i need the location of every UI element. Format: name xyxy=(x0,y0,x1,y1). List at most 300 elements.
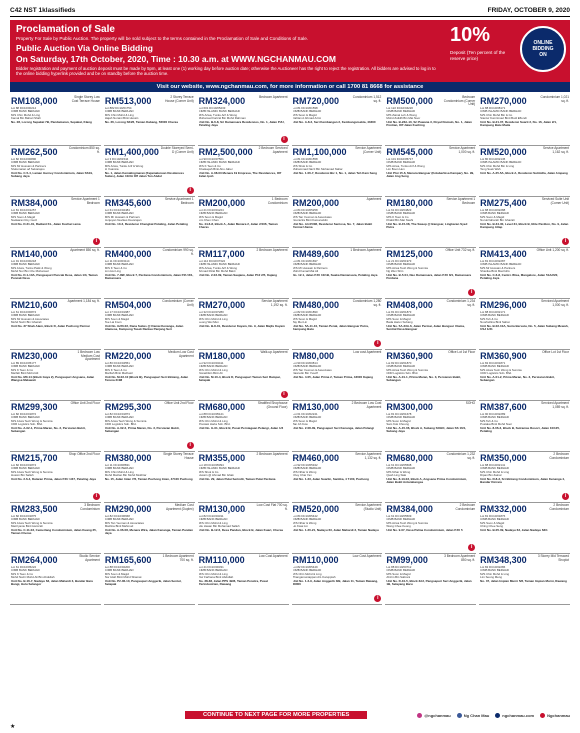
property-address: Unit No. R-8-3, Sri Bintang Condominium, Jalan Kenanga 4, Bandar Kinrara xyxy=(480,477,565,485)
social-website[interactable] xyxy=(495,713,534,718)
listing-card[interactable] xyxy=(10,299,101,350)
listing-details xyxy=(11,362,100,375)
property-address: Unit No. B-15-08, The Sweep @ Bangsar, Lingkaran Syed Putra xyxy=(386,222,468,230)
solicitor: M/S Chin Mohd & Ling xyxy=(198,368,228,372)
listing-card[interactable] xyxy=(104,452,195,503)
property-address: Unit No. A-01-1, Prima Maran, No. 3, Persiaran Bukit, Sebangan xyxy=(386,375,461,383)
listing-card[interactable] xyxy=(104,554,195,605)
borrower: Hussin @ Ahmad Bin Ishak xyxy=(198,473,234,477)
property-type: 2 Bedroom Condominium xyxy=(455,503,476,511)
assignee: CIMB BANK BERHAD xyxy=(11,467,40,471)
listing-card[interactable] xyxy=(104,350,195,401)
assignee: CIMB BANK BERHAD xyxy=(11,263,40,267)
solicitor: M/S Chin Mohd & Ling xyxy=(198,317,228,321)
info-icon[interactable]: i xyxy=(281,391,288,398)
listing-card[interactable] xyxy=(479,146,570,197)
info-icon[interactable]: i xyxy=(374,340,381,347)
lot-number: Lot 17 DC10/01987 xyxy=(104,311,130,314)
borrower: Nasrudin Bin Yusoff xyxy=(292,371,318,375)
listing-details xyxy=(480,515,569,528)
assignee: CIMB BANK BERHAD xyxy=(11,569,40,573)
lot-number: Lot 82 DC10/01874 xyxy=(11,464,37,467)
listing-price: RM332,000 xyxy=(480,504,527,514)
lot-number: Lot 88 DC10/00712 xyxy=(386,566,412,569)
property-address: Unit No. A-15-06, Block A, Subang SOHO, Jalan SS 16/1, Subang Jaya xyxy=(386,426,467,434)
listing-price: RM270,000 xyxy=(480,96,527,106)
solicitor: M/S Mr Hussain & Associates xyxy=(11,317,49,321)
listing-price: RM324,000 xyxy=(198,96,246,106)
property-address: No. 26, Lorong SK26, Taman Kabang, 56000 Cheras xyxy=(104,120,179,124)
listing-price: RM408,000 xyxy=(386,300,433,310)
registration-note: Bidder registration and payment of auction deposit must be made by 5pm, at least one (1) working day before auction date; otherwise the Auctioneer has the right to reject the registration. All bidders are advised to log in to the online bidding hyperlink provided and be on standby before the auction time. xyxy=(16,66,436,77)
lot-number: Lot 88 DC10/02141 xyxy=(480,464,506,467)
listing-details xyxy=(293,158,382,171)
listing-card[interactable] xyxy=(479,401,570,452)
solicitor: M/S Soon & Magid xyxy=(198,215,223,219)
listing-details xyxy=(11,158,100,171)
assignee: CIMB BANK BERHAD xyxy=(386,518,416,522)
listing-price: RM345,600 xyxy=(104,198,152,208)
lot-number: Lot 88 DC10/02171 xyxy=(480,311,506,314)
lot-number: Lot 82 DC10/01870 xyxy=(386,362,412,365)
property-address: Unit No. A-08-03 Menara 19 Empresa, The Residences, Off Jalan Ipoh xyxy=(198,171,282,179)
listing-price: RM387,600 xyxy=(480,402,527,412)
borrower: Bada Harun Subang xyxy=(386,320,413,324)
listing-card[interactable] xyxy=(10,554,101,605)
lot-number: Lot 92 DC10/04411 xyxy=(198,362,224,365)
listing-card[interactable] xyxy=(479,299,570,350)
listing-price: RM140,000 xyxy=(11,249,58,259)
youtube-icon xyxy=(540,713,545,718)
assignee: CIMB BANK BERHAD xyxy=(11,365,40,369)
property-type: Service Apartment 1,192 sq. ft. xyxy=(261,299,288,307)
borrower: Marfiah Binti Marhasil xyxy=(104,371,133,375)
listing-details xyxy=(11,311,100,324)
property-address: Unit No. B-21-07, Residensi Suarti 2, No. 16, Jalan 2/1, Kampung Batu Muda xyxy=(480,120,557,128)
borrower: Noorazira Binti Kamaruddin xyxy=(292,218,328,222)
solicitor: M/S Mr Hussain & Partners xyxy=(104,215,140,219)
assignee: CIMB BANK BERHAD xyxy=(11,314,40,318)
solicitor: M/S Nihar & Wong xyxy=(292,521,317,525)
assignee: CIMB BANK BERHAD xyxy=(292,365,322,369)
listing-price: RM480,000 xyxy=(292,300,340,310)
listing-price: RM680,000 xyxy=(198,402,246,412)
assignee: CIMB BANK BERHAD xyxy=(386,110,416,114)
listing-card[interactable] xyxy=(385,554,476,605)
borrower: Mohd Nazri Mohd Ali Bin Abdullah xyxy=(11,575,55,579)
lot-number: Lot 84 DC10/05258 xyxy=(292,209,318,212)
assignee: CIMB BANK BERHAD xyxy=(292,161,322,165)
listing-details xyxy=(293,464,382,477)
solicitor: M/S Soon & Magid xyxy=(292,113,317,117)
listing-card[interactable] xyxy=(10,197,101,248)
info-icon[interactable]: i xyxy=(187,442,194,449)
borrower: Chey Chai Yan xyxy=(292,473,312,477)
listing-details xyxy=(105,311,194,324)
solicitor: M/S Azwa Teoh Wong & Sumnia xyxy=(11,521,53,525)
date-label: FRIDAY, OCTOBER 9, 2020 xyxy=(487,7,570,14)
listing-details xyxy=(105,209,194,222)
property-address: Unit No. M-02-10 (Block B), Pangsapuri Seri Bintang, Jalan Teruna 2/4M xyxy=(104,375,189,383)
listing-price: RM165,600 xyxy=(104,555,152,565)
property-address: Unit Plot 15-6, Menara Bangsar (Kolaberbisa Kampar), No. 99, Jalan Ang Seng xyxy=(386,171,475,179)
property-type: Condominium 1,512 sq. ft. xyxy=(352,95,382,103)
listings-grid xyxy=(10,95,570,707)
assignee: CIMB BANK BERHAD xyxy=(11,518,40,522)
assignee: CIMB BANK BERHAD xyxy=(386,569,416,573)
property-type: Condominium 1,234 sq. ft. xyxy=(446,299,476,307)
solicitor: M/S Chin Mohd & Ling xyxy=(198,419,228,423)
online-bidding-badge xyxy=(520,26,566,72)
listing-card[interactable] xyxy=(479,452,570,503)
property-type: 2 Bedroom Condominium xyxy=(549,503,569,511)
lot-number: Lot 90 DC10/02289 xyxy=(480,413,506,416)
solicitor: M/S Tan Yeoman & Associates xyxy=(292,215,332,219)
listing-price: RM545,000 xyxy=(386,147,433,157)
lot-number: Lot 601 DC10/05233 xyxy=(198,107,226,110)
listing-card[interactable] xyxy=(479,350,570,401)
listing-details xyxy=(480,209,569,222)
lot-number: Lot 112 DC10/07322 xyxy=(198,260,226,263)
property-type: 2 Bedroom Condominium xyxy=(549,452,569,460)
listing-details xyxy=(105,158,194,171)
assignee: CIMB BANK BERHAD xyxy=(198,212,228,216)
listing-card[interactable] xyxy=(292,299,383,350)
assignee: CIMB BANK BERHAD xyxy=(386,365,416,369)
badge-line2: BIDDING xyxy=(532,46,554,52)
lot-number: Lot 90 DC10/00814 xyxy=(292,362,318,365)
assignee: CIMB BANK BERHAD xyxy=(480,569,509,573)
assignee: CIMB BANK BERHAD xyxy=(198,365,228,369)
property-type: Walk-up Apartment xyxy=(260,350,288,354)
borrower: LI Xuanxia xyxy=(104,167,119,171)
property-type: Low cost Apartment xyxy=(353,350,382,354)
property-type: 3 Storey Mid Terraced Shoplot xyxy=(537,554,569,562)
lot-number: Lot 11 DC10/03114 xyxy=(104,260,130,263)
visit-website-bar[interactable]: Visit our website, www.ngchanmau.com, for more information or call 1700 81 8668 for assistance xyxy=(10,82,570,92)
listing-details xyxy=(386,209,475,222)
property-address: Unit No. P2-06-10, Pangsapuri Anggerik, Jalan Sentul, Setapak xyxy=(104,579,182,587)
listing-details xyxy=(199,515,288,528)
listing-card[interactable] xyxy=(198,146,289,197)
property-address: Unit No. A-06-08, Menara Wira, Jalan Kenanga, Taman Pandan Jaya xyxy=(104,528,193,536)
social-facebook-label: Ng Chan Mau xyxy=(463,712,490,718)
solicitor: M/S K Teen & Co xyxy=(11,572,34,576)
listing-card[interactable] xyxy=(198,350,289,401)
listing-price: RM80,000 xyxy=(292,351,335,361)
listing-card[interactable] xyxy=(385,197,476,248)
listing-price: RM1,400,000 xyxy=(104,147,159,157)
info-icon[interactable]: i xyxy=(187,187,194,194)
assignee: CIMB ISLAMIC BANK BERHAD xyxy=(198,263,240,267)
listing-details xyxy=(11,209,100,222)
property-type: Office Lot 1st Floor xyxy=(448,350,476,354)
borrower: Mohd Nor Bin Che Mohamad xyxy=(11,269,49,273)
listing-card[interactable] xyxy=(10,452,101,503)
assignee: CIMB BANK BERHAD xyxy=(11,212,40,216)
borrower: Lim Boon Hen xyxy=(386,167,405,171)
listing-price: RM680,000 xyxy=(386,453,433,463)
listing-card[interactable] xyxy=(385,248,476,299)
property-type: Apartment 1,184 sq. ft. xyxy=(67,299,100,303)
property-address: Unit No. 1-23, Jalan Suarlin, Santika, 4 7100, Puchong xyxy=(292,477,369,481)
listing-card[interactable] xyxy=(385,299,476,350)
listing-price: RM264,000 xyxy=(11,555,58,565)
listing-card[interactable] xyxy=(292,248,383,299)
listing-card[interactable] xyxy=(292,95,383,146)
info-icon[interactable]: i xyxy=(468,289,475,296)
lot-number: Lot 41 DC10/00331 xyxy=(198,566,224,569)
solicitor: M/S Mr Hussain & Partners xyxy=(11,164,47,168)
listing-card[interactable] xyxy=(292,146,383,197)
listing-card[interactable] xyxy=(385,350,476,401)
listing-card[interactable] xyxy=(104,503,195,554)
borrower: Noorfazlina Binti Sahat xyxy=(480,320,510,324)
listing-price: RM360,900 xyxy=(480,351,527,361)
property-address: Unit No. 29, Jalan Pulai Serindit, Taman Pulai Perdana xyxy=(198,477,276,481)
solicitor: M/S Chin Mohd & Ling xyxy=(104,113,134,117)
property-type: Stratified Shophouse (Ground Floor) xyxy=(257,401,288,409)
info-icon[interactable]: i xyxy=(374,595,381,602)
listing-details xyxy=(386,158,475,171)
lot-number: Lot 61 DC10/02484 xyxy=(104,209,130,212)
listing-card[interactable] xyxy=(198,452,289,503)
listing-details xyxy=(11,413,100,426)
property-address: Unit No. D-21-01, Radiant KL, Jalan Kuchai Lama xyxy=(11,222,81,226)
solicitor: M/S Azwa, Tunku Arif & Wong xyxy=(104,164,144,168)
listing-details xyxy=(386,260,475,273)
borrower: Kamal Bin Bahari Shah xyxy=(11,116,41,120)
lot-number: Lot 81 DC10/01678 xyxy=(386,413,412,416)
lot-number: Lot 82 DC10/01872 xyxy=(11,413,37,416)
listing-card[interactable] xyxy=(10,401,101,452)
social-youtube[interactable] xyxy=(540,713,570,718)
property-address: Unit No. A-25-5A, Block A, Residensi Sutimilla, Jalan Ampang xyxy=(480,171,568,175)
listing-card[interactable] xyxy=(104,146,195,197)
borrower: Jenjeyan Nevikes Devarajan xyxy=(104,218,142,222)
listing-card[interactable] xyxy=(385,95,476,146)
proclamation-banner xyxy=(10,20,570,82)
borrower: Nur Farhana Binti Abdullah xyxy=(198,575,234,579)
listing-card[interactable] xyxy=(385,452,476,503)
social-facebook[interactable] xyxy=(457,713,490,718)
assignee: CIMB BANK BERHAD xyxy=(386,263,416,267)
assignee: CIMB BANK BERHAD xyxy=(198,518,228,522)
lot-number: Lot 91 DC10/00218 xyxy=(11,260,37,263)
borrower: Mohd Zulkifli Bin Mat Noor xyxy=(386,116,421,120)
property-type: Service Apartment (Studio Unit) xyxy=(355,503,382,511)
property-address: Unit No. A-02-2, Prima Maran, No. 3, Persiaran Bukit, Sebangan xyxy=(104,426,180,434)
assignee: CIMB ISLAMIC BANK BERHAD xyxy=(480,161,522,165)
lot-number: Lot 92 DC10/05342 xyxy=(292,464,318,467)
property-address: Unit No. B-6-8, Sri Damansara Residences, No. 1, Jalan PJU, Petaling Jaya xyxy=(198,120,285,128)
lot-number: Lot 11 DC10/08831 xyxy=(104,464,130,467)
listing-card[interactable] xyxy=(104,197,195,248)
listing-card[interactable] xyxy=(479,554,570,605)
info-icon[interactable]: i xyxy=(562,493,569,500)
lot-number: Lot 61 DC10/04823 xyxy=(386,209,412,212)
solicitor: M/S Azwa Teoh Wong & Sumnia xyxy=(104,419,147,423)
listing-details xyxy=(480,260,569,273)
lot-number: Lot 82 DC10/01890 xyxy=(292,311,318,314)
solicitor: M/S Azwa Teoh Wong & Sumnia xyxy=(386,368,428,372)
listing-card[interactable] xyxy=(198,401,289,452)
listing-card[interactable] xyxy=(198,554,289,605)
info-icon[interactable]: i xyxy=(468,544,475,551)
lot-number: Lot 81 DC10/01257 xyxy=(11,209,37,212)
property-type: Service Apartment (Corner Unit) xyxy=(355,146,382,154)
info-icon[interactable]: i xyxy=(281,136,288,143)
property-type: Medium Low Cost Apartment xyxy=(168,350,194,358)
borrower: CDR Logistics Sdn. Bhd. xyxy=(11,422,43,426)
listing-card[interactable] xyxy=(292,452,383,503)
listing-card[interactable] xyxy=(10,95,101,146)
listing-card[interactable] xyxy=(292,197,383,248)
listing-card[interactable] xyxy=(292,401,383,452)
borrower: Tee Lai Foon xyxy=(104,320,122,324)
property-address: Unit No. 2-6-4, Dataran Prima, Jalan PJU 1/37, Petaling Jaya xyxy=(11,477,96,481)
listing-details xyxy=(199,209,288,222)
listing-details xyxy=(11,260,100,273)
lot-number: Lot 81 DC10/01697 xyxy=(292,260,318,263)
property-type: Serviced Apartment 1,089 sq. ft. xyxy=(541,401,569,409)
listing-details xyxy=(480,311,569,324)
borrower: Thangamuniappan A/L Karuppiah xyxy=(292,575,336,579)
listing-price: RM220,000 xyxy=(104,351,152,361)
borrower: Mohd Mazlan Bin Mohd Mokhtar xyxy=(104,473,147,477)
solicitor: M/S Azwa Teoh Wong & Sumnia xyxy=(480,368,522,372)
borrower: Muhammad Nazri Bin Mohamad Nahar xyxy=(292,167,343,171)
listing-card[interactable] xyxy=(385,146,476,197)
borrower: Quah Ling Siak xyxy=(386,473,407,477)
listing-card[interactable] xyxy=(198,503,289,554)
listing-price: RM270,000 xyxy=(198,300,246,310)
listing-details xyxy=(11,107,100,120)
solicitor: M/S Azwa, Tunku Arif & Wong xyxy=(198,266,237,270)
assignee: CIMB ISLAMIC BANK BERHAD xyxy=(198,467,240,471)
listing-price: RM520,000 xyxy=(292,504,340,514)
solicitor: M/S Zainal Loh & Wong xyxy=(386,113,417,117)
assignee: CIMB BANK BERHAD xyxy=(11,161,40,165)
listing-card[interactable] xyxy=(479,248,570,299)
borrower: Nadaaran Roy Cecil xyxy=(11,218,37,222)
social-website-label: ngchanmau.com xyxy=(502,712,535,718)
property-type: 3 Bedroom Condominium xyxy=(80,503,100,511)
listing-card[interactable] xyxy=(292,554,383,605)
property-address: Unit No. 9-07, Desa Palma Condominium, Jalan PJU 5 xyxy=(386,528,463,532)
listing-price: RM262,500 xyxy=(11,147,58,157)
listing-details xyxy=(105,464,194,477)
listing-details xyxy=(199,158,288,171)
listing-price: RM384,000 xyxy=(386,504,433,514)
listing-price: RM108,000 xyxy=(11,96,58,106)
listing-card[interactable] xyxy=(292,503,383,554)
listing-price: RM400,000 xyxy=(104,249,152,259)
listing-card[interactable] xyxy=(104,248,195,299)
property-address: Unit No. B-02-10A, Suria Bersatu, No. 5, Jalan Subang Mewah, USJ 1/31 xyxy=(480,324,569,332)
property-address: Unit No. 1-20-21, Nadayu 63, Jalan Mahardi 3, Taman Nadayu xyxy=(292,528,379,532)
solicitor: M/S Soon & Magid xyxy=(292,317,317,321)
listing-card[interactable] xyxy=(10,146,101,197)
listing-card[interactable] xyxy=(10,350,101,401)
solicitor: M/S Nihar & Wong xyxy=(386,470,411,474)
property-type: Shop Office 2nd Floor xyxy=(68,452,100,456)
property-address: Unit No. A-02-1, Prima Maran, No. 3, Persiaran Bukit, Sebangan xyxy=(11,426,86,434)
info-icon[interactable]: i xyxy=(93,238,100,245)
listing-card[interactable] xyxy=(198,197,289,248)
assignee: CIMB BANK BERHAD xyxy=(104,416,134,420)
listing-card[interactable] xyxy=(10,248,101,299)
listing-card[interactable] xyxy=(292,350,383,401)
solicitor: M/S Soon & Magid xyxy=(386,572,411,576)
property-address: Unit No. B-8-01, Residensi Kayam, No. 9, Jalan Majlis Kayam xyxy=(198,324,285,328)
listing-card[interactable] xyxy=(479,197,570,248)
assignee: CIMB BANK BERHAD xyxy=(198,569,228,573)
listing-details xyxy=(105,107,194,120)
property-type: Condominium 1,280 sq. ft. xyxy=(352,299,382,307)
listing-price: RM384,000 xyxy=(11,198,58,208)
borrower: Ho Kwai Lin xyxy=(292,524,308,528)
listing-card[interactable] xyxy=(10,503,101,554)
info-icon[interactable]: i xyxy=(562,238,569,245)
lot-number: Lot 88 DC10/05121 xyxy=(198,413,224,416)
assignee: CIMB BANK BERHAD xyxy=(198,416,228,420)
assignee: CIMB BANK BERHAD xyxy=(104,263,134,267)
info-icon[interactable]: i xyxy=(93,493,100,500)
property-address: Unit No. M-10-4, Block D, Pangsapuri Taman Seri Rampai, Setapak xyxy=(198,375,281,383)
property-address: Unit No. C-6-8, Centro Wisa, Mangalore, Jalan 51A/222, Petaling Jaya xyxy=(480,273,559,281)
listing-card[interactable] xyxy=(479,503,570,554)
borrower: Muhamad Farizal Bin Mohd Rahman xyxy=(198,116,246,120)
listing-card[interactable] xyxy=(104,299,195,350)
property-address: Unit No. 37 Shah Alam, Block D, Jalan Puchong Permai xyxy=(11,324,90,328)
lot-number: Lot 82 DC10/02286 xyxy=(480,566,506,569)
assignee: CIMB BANK BERHAD xyxy=(292,518,322,522)
property-address: Unit No. M0-14 (Block Gaya 2), Pangsapuri Angsana, Jalan Wangsa Melawati xyxy=(11,375,95,383)
property-type: 2 Bedroom Low Cost Apartment xyxy=(351,401,382,409)
borrower: Dipan Bin Zainal xyxy=(480,473,502,477)
listing-card[interactable] xyxy=(479,95,570,146)
property-address: No. 1, Jalan Kemalingmaran (Kejamaluruan Residences Suites), Jalan 10/3A Off Jalan Tun Abdul xyxy=(104,171,185,179)
assignee: CIMB BANK BERHAD xyxy=(292,263,322,267)
solicitor: M/S Azwa, Tunku Patik & Wong xyxy=(11,266,52,270)
property-type: SOHO xyxy=(465,401,476,405)
listing-card[interactable] xyxy=(385,503,476,554)
listing-card[interactable] xyxy=(198,299,289,350)
listing-card[interactable] xyxy=(104,95,195,146)
solicitor: M/S Soon & Magid xyxy=(104,572,129,576)
listing-card[interactable] xyxy=(198,248,289,299)
listing-details xyxy=(105,362,194,375)
solicitor: M/S Soon & Magid xyxy=(480,521,505,525)
listing-card[interactable] xyxy=(385,401,476,452)
social-instagram[interactable] xyxy=(417,713,450,718)
listing-card[interactable] xyxy=(198,95,289,146)
listing-details xyxy=(293,260,382,273)
listing-details xyxy=(105,413,194,426)
listing-price: RM350,000 xyxy=(480,453,527,463)
borrower: Khalid Bin Mat Nashi xyxy=(386,218,414,222)
listing-card[interactable] xyxy=(104,401,195,452)
solicitor: M/S K Teen & Co xyxy=(104,368,127,372)
listing-details xyxy=(386,413,475,426)
listing-price: RM290,000 xyxy=(104,504,152,514)
property-type: 2 Storey Terrace House (Corner Unit) xyxy=(165,95,194,103)
assignee: CIMB ISLAMIC BANK BERHAD xyxy=(480,263,522,267)
solicitor: M/S Chin Mohd Bin & Co xyxy=(480,113,513,117)
assignee: CIMB BANK BERHAD xyxy=(480,518,509,522)
property-type: Service Apartment 1 Bedroom xyxy=(71,197,100,205)
